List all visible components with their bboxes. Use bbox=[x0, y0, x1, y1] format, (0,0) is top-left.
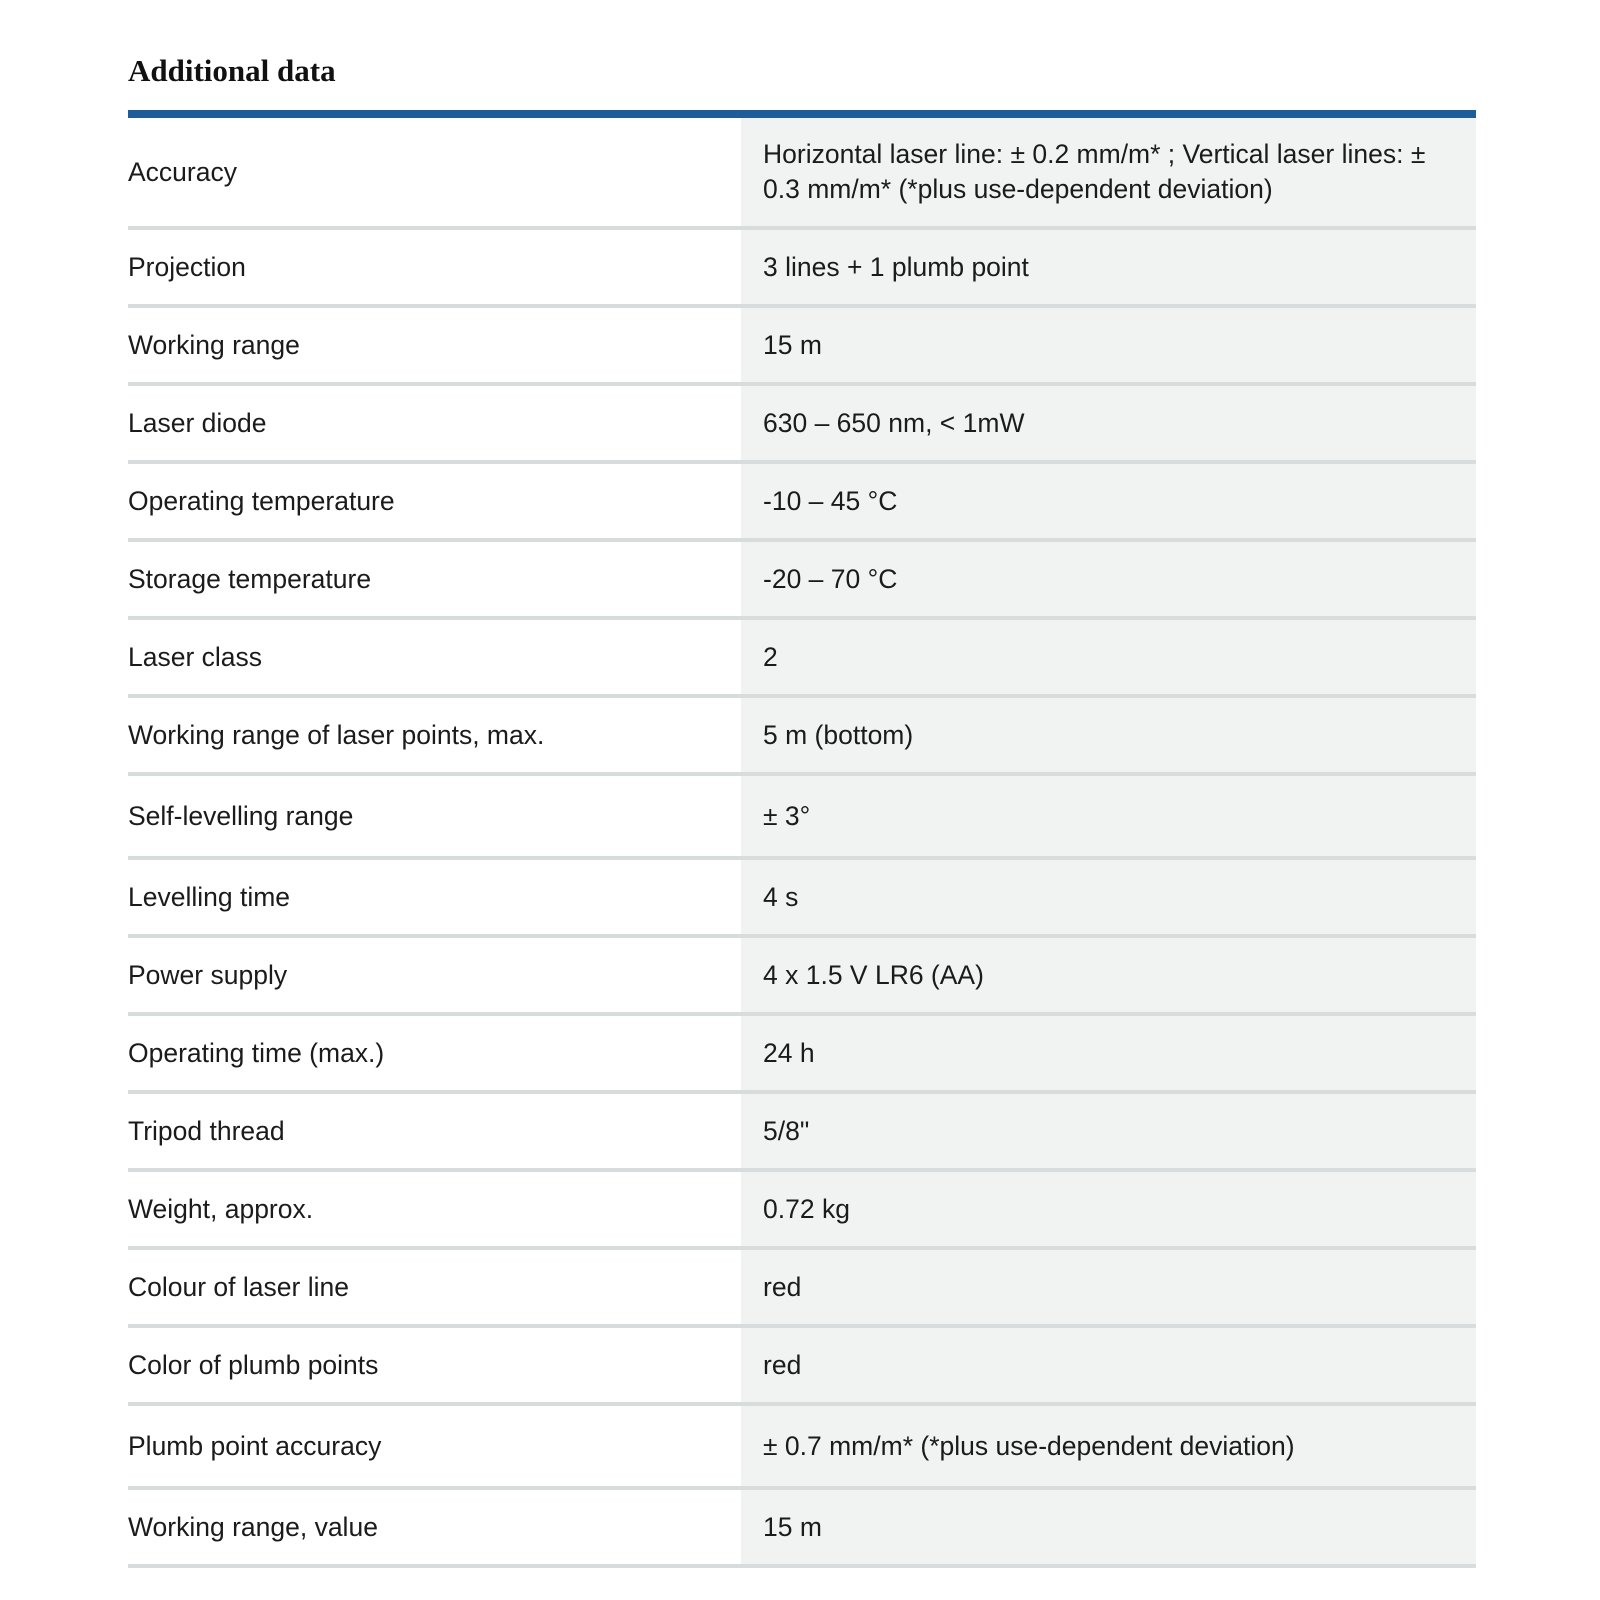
spec-value: 2 bbox=[741, 618, 1476, 696]
spec-label: Working range, value bbox=[128, 1488, 741, 1566]
spec-value: 3 lines + 1 plumb point bbox=[741, 228, 1476, 306]
spec-value: 0.72 kg bbox=[741, 1170, 1476, 1248]
spec-value: red bbox=[741, 1248, 1476, 1326]
spec-value: 630 – 650 nm, < 1mW bbox=[741, 384, 1476, 462]
spec-label: Projection bbox=[128, 228, 741, 306]
additional-data-section bbox=[128, 52, 1476, 1568]
spec-label: Storage temperature bbox=[128, 540, 741, 618]
spec-value: 4 s bbox=[741, 858, 1476, 936]
spec-value: -10 – 45 °C bbox=[741, 462, 1476, 540]
table-row bbox=[128, 1014, 1476, 1092]
spec-label: Weight, approx. bbox=[128, 1170, 741, 1248]
spec-label: Color of plumb points bbox=[128, 1326, 741, 1404]
table-row bbox=[128, 618, 1476, 696]
spec-label: Laser diode bbox=[128, 384, 741, 462]
spec-value: ± 0.7 mm/m* (*plus use-dependent deviation) bbox=[741, 1404, 1476, 1488]
spec-value: red bbox=[741, 1326, 1476, 1404]
spec-value: 4 x 1.5 V LR6 (AA) bbox=[741, 936, 1476, 1014]
table-row bbox=[128, 858, 1476, 936]
table-row bbox=[128, 1488, 1476, 1566]
spec-value: 15 m bbox=[741, 1488, 1476, 1566]
spec-label: Self-levelling range bbox=[128, 774, 741, 858]
spec-value: -20 – 70 °C bbox=[741, 540, 1476, 618]
spec-label: Working range of laser points, max. bbox=[128, 696, 741, 774]
spec-label: Power supply bbox=[128, 936, 741, 1014]
table-row bbox=[128, 1326, 1476, 1404]
table-row bbox=[128, 696, 1476, 774]
table-row bbox=[128, 1170, 1476, 1248]
table-row bbox=[128, 1248, 1476, 1326]
spec-label: Plumb point accuracy bbox=[128, 1404, 741, 1488]
title-divider bbox=[128, 110, 1476, 118]
spec-value: Horizontal laser line: ± 0.2 mm/m* ; Vertical laser lines: ± 0.3 mm/m* (*plus use-dependent deviation) bbox=[741, 118, 1476, 228]
table-row bbox=[128, 1092, 1476, 1170]
table-row bbox=[128, 462, 1476, 540]
table-row bbox=[128, 1404, 1476, 1488]
spec-label: Operating temperature bbox=[128, 462, 741, 540]
spec-value: 5/8" bbox=[741, 1092, 1476, 1170]
spec-label: Operating time (max.) bbox=[128, 1014, 741, 1092]
spec-label: Tripod thread bbox=[128, 1092, 741, 1170]
table-row bbox=[128, 306, 1476, 384]
table-row bbox=[128, 228, 1476, 306]
spec-value: ± 3° bbox=[741, 774, 1476, 858]
table-row bbox=[128, 936, 1476, 1014]
table-row bbox=[128, 540, 1476, 618]
spec-label: Accuracy bbox=[128, 118, 741, 228]
section-title: Additional data bbox=[128, 53, 336, 88]
spec-label: Working range bbox=[128, 306, 741, 384]
spec-label: Levelling time bbox=[128, 858, 741, 936]
spec-value: 15 m bbox=[741, 306, 1476, 384]
spec-label: Laser class bbox=[128, 618, 741, 696]
spec-label: Colour of laser line bbox=[128, 1248, 741, 1326]
spec-value: 5 m (bottom) bbox=[741, 696, 1476, 774]
table-row bbox=[128, 774, 1476, 858]
table-row bbox=[128, 384, 1476, 462]
table-row bbox=[128, 118, 1476, 228]
specifications-table bbox=[128, 118, 1476, 1568]
spec-value: 24 h bbox=[741, 1014, 1476, 1092]
